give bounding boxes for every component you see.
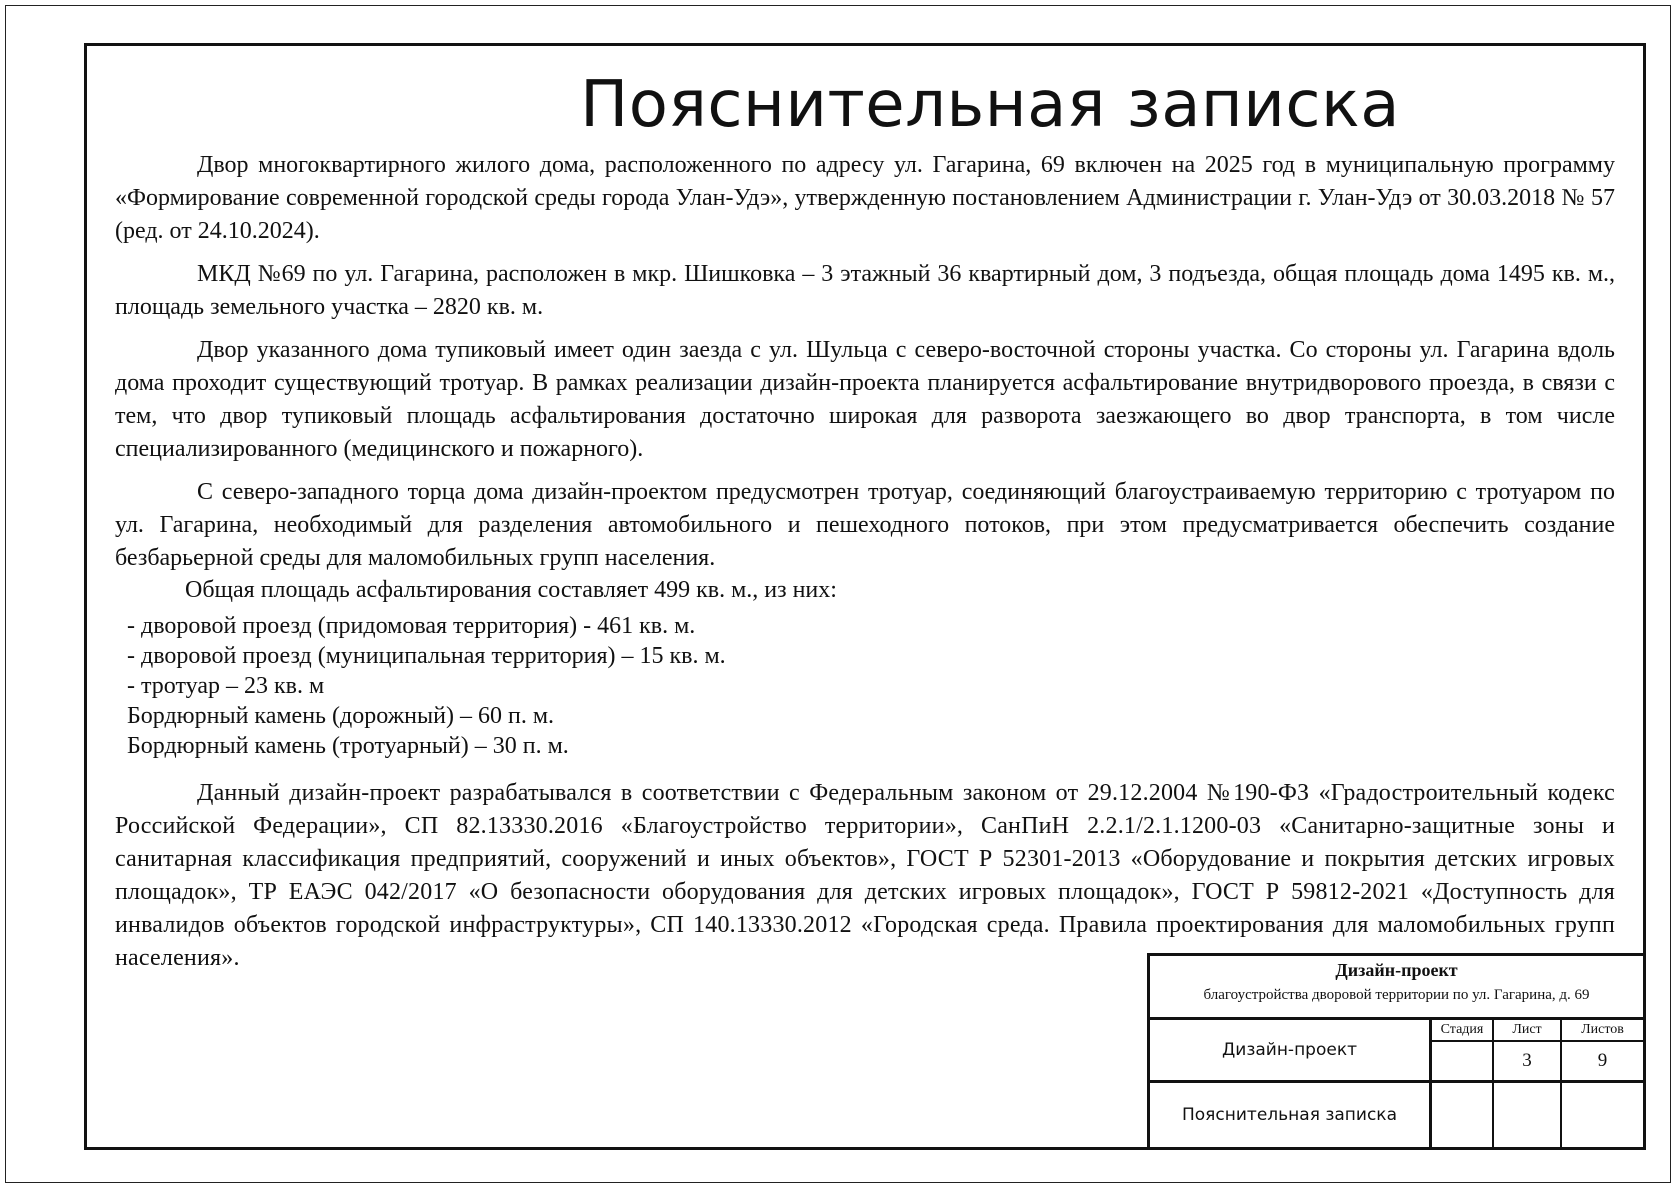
empty-cell — [1494, 1083, 1562, 1147]
project-subtitle: благоустройства дворовой территории по ул. Гагарина, д. 69 — [1203, 987, 1590, 1003]
sheets-column — [1562, 1020, 1643, 1080]
page-title: Пояснительная записка — [580, 68, 1400, 142]
body-text — [115, 149, 1615, 975]
sheets-total: 9 — [1597, 1050, 1608, 1071]
stage-column — [1432, 1020, 1494, 1080]
norms-paragraph: Данный дизайн-проект разрабатывался в соответствии с Федеральным законом от 29.12.2004 №190-ФЗ «Градостроительный кодекс Российской Федерации», СП 82.13330.2016 «Благоустройство территории», СанПиН 2.2.1/2.1.1200-03 «Санитарно-защитные зоны и санитарная классификация предприятий, сооружений и иных объектов», ГОСТ Р 52301-2013 «Оборудование и покрытия детских игровых площадок», ТР ЕАЭС 042/2017 «О безопасности оборудования для детских игровых площадок», ГОСТ Р 59812-2021 «Доступность для инвалидов объектов городской инфраструктуры», СП 140.13330.2012 «Городская среда. Правила проектирования для маломобильных групп населения». — [115, 780, 1615, 971]
drawing-sheet — [84, 43, 1646, 1150]
paragraph-4: С северо-западного торца дома дизайн-проектом предусмотрен тротуар, соединяющий благоустраиваемую территорию с тротуаром по ул. Гагарина, необходимый для разделения автомобильного и пешеходного потоков, при этом предусматривается обеспечить создание безбарьерной среды для маломобильных групп населения. — [115, 479, 1615, 571]
area-item: - дворовой проезд (муниципальная территория) – 15 кв. м. — [127, 643, 726, 669]
title-block-stage-row — [1150, 1020, 1643, 1083]
stage-header: Стадия — [1432, 1020, 1492, 1042]
area-item: - дворовой проезд (придомовая территория) - 461 кв. м. — [127, 613, 696, 639]
sheet-header: Лист — [1494, 1020, 1560, 1042]
sheet-name: Пояснительная записка — [1150, 1083, 1432, 1147]
paragraph-1: Двор многоквартирного жилого дома, расположенного по адресу ул. Гагарина, 69 включен на 2025 год в муниципальную программу «Формирование современной городской среды города Улан-Удэ», утвержденную постановлением Администрации г. Улан-Удэ от 30.03.2018 № 57 (ред. от 24.10.2024). — [115, 152, 1615, 244]
paragraph-2: МКД №69 по ул. Гагарина, расположен в мкр. Шишковка – 3 этажный 36 квартирный дом, 3 подъезда, общая площадь дома 1495 кв. м., площадь земельного участка – 2820 кв. м. — [115, 261, 1615, 320]
title-block — [1147, 953, 1643, 1147]
empty-cell — [1432, 1083, 1494, 1147]
area-list — [115, 611, 1615, 761]
empty-cell — [1562, 1083, 1643, 1147]
area-item: Бордюрный камень (дорожный) – 60 п. м. — [127, 703, 555, 729]
area-intro: Общая площадь асфальтирования составляет 499 кв. м., из них: — [185, 577, 837, 603]
area-item: Бордюрный камень (тротуарный) – 30 п. м. — [127, 733, 569, 759]
area-item: - тротуар – 23 кв. м — [127, 673, 325, 699]
paragraph-3: Двор указанного дома тупиковый имеет один заезда с ул. Шульца с северо-восточной стороны участка. Со стороны ул. Гагарина вдоль дома проходит существующий тротуар. В рамках реализации дизайн-проекта планируется асфальтирование внутридворового проезда, в связи с тем, что двор тупиковый площадь асфальтирования достаточно широкая для разворота заезжающего во двор транспорта, в том числе специализированного (медицинского и пожарного). — [115, 337, 1615, 462]
title-block-name-row — [1150, 1083, 1643, 1147]
sheet-number: 3 — [1522, 1050, 1532, 1071]
stage-label: Дизайн-проект — [1150, 1020, 1432, 1080]
sheet-column — [1494, 1020, 1562, 1080]
project-title: Дизайн-проект — [1335, 960, 1458, 980]
sheets-header: Листов — [1562, 1020, 1643, 1042]
title-block-header — [1150, 956, 1643, 1020]
